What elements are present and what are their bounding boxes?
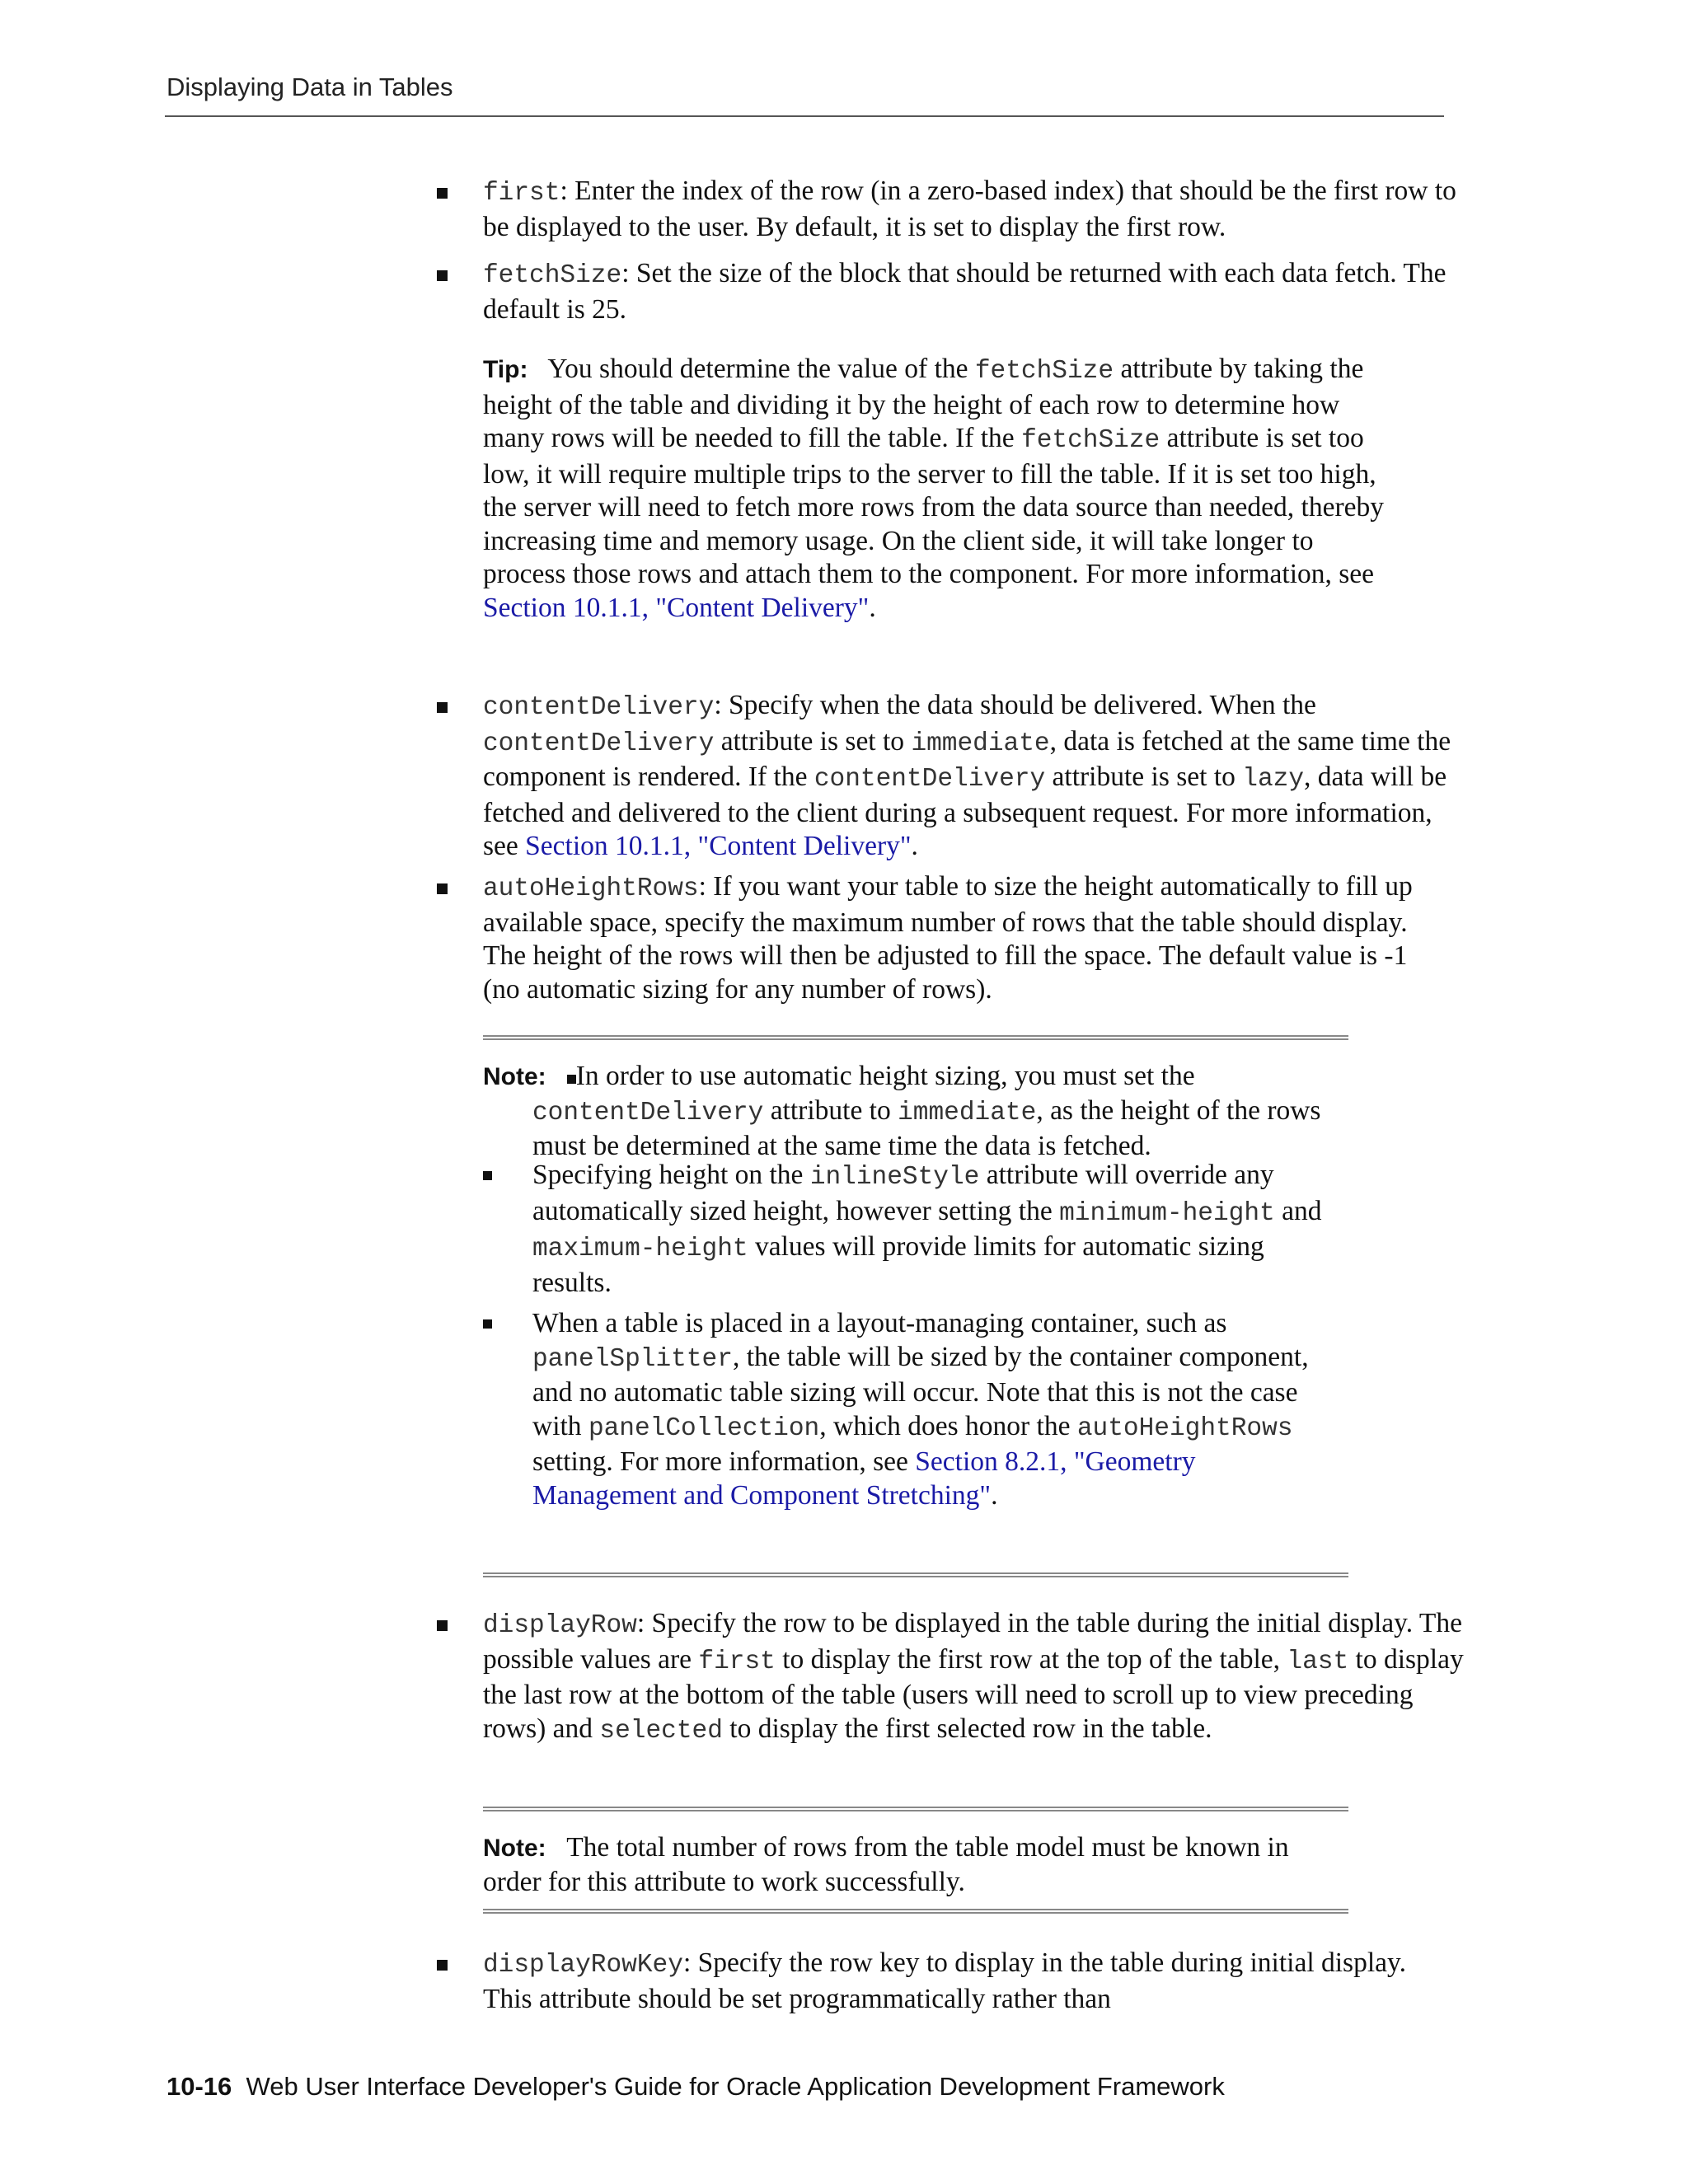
displayrow-code-4: selected [599, 1716, 723, 1746]
bullet-marker [437, 702, 448, 713]
bullet-first-text: : Enter the index of the row (in a zero-based index) that should be the first row to be displayed to the user. By default, it is set to display the first row. [483, 176, 1456, 242]
note1-item2-text-3: and [1274, 1195, 1322, 1226]
tip-code-2: fetchSize [1021, 426, 1160, 455]
displayrow-text-4: to display the first selected row in the table. [722, 1713, 1212, 1744]
note-label: Note: [483, 1063, 546, 1090]
note1-item3-code-3: autoHeightRows [1076, 1413, 1293, 1443]
contentdelivery-text-1: : Specify when the data should be delivered. When the [714, 690, 1316, 720]
note1-item3-text-4: setting. For more information, see [532, 1446, 916, 1477]
tip-code-1: fetchSize [974, 357, 1114, 386]
note1-item3-code-2: panelCollection [588, 1413, 820, 1443]
contentdelivery-link[interactable]: Section 10.1.1, "Content Delivery" [525, 831, 912, 861]
page-number: 10-16 [166, 2072, 232, 2101]
bullet-marker [437, 1620, 448, 1631]
displayrow-text-3: to display the last row at the bottom of the table (users will need to scroll up to view preceding rows) and [483, 1643, 1464, 1744]
bullet-contentdelivery [437, 689, 1472, 864]
contentdelivery-text-6: . [911, 831, 918, 861]
note-rule-bottom [483, 1909, 1348, 1914]
code-fetchsize: fetchSize [483, 261, 622, 290]
note-rule-bottom [483, 1572, 1348, 1577]
tip-label: Tip: [483, 356, 528, 383]
note-box-autoheight [483, 1035, 1348, 1579]
page-footer [166, 2072, 1225, 2102]
note-bullet-marker [567, 1075, 576, 1084]
tip-text-2: attribute by taking the height of the table and dividing it by the height of each row to determine how many rows will be needed to fill the table. If the [483, 354, 1364, 453]
tip-text-1: You should determine the value of the [547, 354, 975, 384]
bullet-fetchsize [437, 257, 1447, 326]
bullet-autoheightrows-text: : If you want your table to size the height automatically to fill up available space, specify the maximum number of rows that the table should display. The height of the rows will then be adjusted to fill the space. The default value is -1 (no automatic sizing for any number of rows). [483, 871, 1413, 1005]
displayrow-text-2: to display the first row at the top of the table, [775, 1643, 1287, 1675]
contentdelivery-text-3: , data is fetched at the same time the component is rendered. If the [483, 725, 1451, 792]
note1-item1-text-3: , as the height of the rows must be determined at the same time the data is fetched. [532, 1094, 1321, 1161]
bullet-marker [437, 883, 448, 894]
note-bullet-marker [483, 1171, 492, 1180]
note1-item1-code-1: contentDelivery [532, 1098, 764, 1127]
note1-item2-code-2: minimum-height [1059, 1198, 1275, 1228]
note2-text: The total number of rows from the table model must be known in order for this attribute to work successfully. [483, 1832, 1289, 1897]
header-rule [165, 115, 1444, 117]
bullet-marker [437, 188, 448, 199]
contentdelivery-text-4: attribute is set to [1045, 762, 1243, 792]
note-item-2 [483, 1159, 1348, 1300]
bullet-displayrowkey-text: : Specify the row key to display in the table during initial display. This attribute should be set programmatically rather than [483, 1947, 1406, 2014]
contentdelivery-code-3: immediate [911, 729, 1050, 758]
note1-item1-code-2: immediate [898, 1098, 1037, 1127]
note-bullet-marker [483, 1319, 492, 1329]
tip-text-4: . [869, 592, 876, 623]
contentdelivery-code-2: contentDelivery [483, 729, 715, 758]
code-contentdelivery: contentDelivery [483, 693, 715, 722]
contentdelivery-code-5: lazy [1242, 765, 1305, 794]
displayrow-code-3: last [1287, 1647, 1349, 1676]
tip-link-content-delivery[interactable]: Section 10.1.1, "Content Delivery" [483, 592, 870, 623]
note1-item3-text-1: When a table is placed in a layout-managing container, such as [532, 1308, 1227, 1338]
running-header: Displaying Data in Tables [166, 73, 453, 101]
code-displayrowkey: displayRowKey [483, 1951, 683, 1980]
note1-item2-text-1: Specifying height on the [532, 1160, 810, 1190]
code-autoheightrows: autoHeightRows [483, 874, 699, 903]
note-rule-top [483, 1807, 1348, 1811]
code-first: first [483, 179, 560, 208]
note1-item3-text-3: , which does honor the [819, 1410, 1077, 1441]
note1-link-geometry[interactable]: Section 8.2.1, "Geometry Management and Component Stretching" [532, 1446, 1196, 1511]
contentdelivery-text-2: attribute is set to [714, 725, 912, 757]
note-box-displayrow [483, 1807, 1348, 1914]
bullet-displayrow [437, 1607, 1472, 1748]
note2-body [483, 1831, 1348, 1899]
bullet-displayrowkey [437, 1947, 1439, 2016]
bullet-fetchsize-text: : Set the size of the block that should be returned with each data fetch. The default is 25. [483, 258, 1447, 325]
note1-item2-text-4: values will provide limits for automatic sizing results. [532, 1231, 1264, 1298]
note1-item3-text-5: . [991, 1479, 998, 1511]
displayrow-text-1: : Specify the row to be displayed in the table during the initial display. The possible values are [483, 1608, 1462, 1675]
note-item-1 [483, 1060, 1348, 1164]
note1-item2-code-3: maximum-height [532, 1235, 748, 1263]
note1-item3-code-1: panelSplitter [532, 1344, 733, 1374]
contentdelivery-code-4: contentDelivery [814, 765, 1046, 794]
note1-item2-text-2: attribute will override any automatically sized height, however setting the [532, 1160, 1274, 1226]
contentdelivery-text-5: , data will be fetched and delivered to the client during a subsequent request. For more information, see [483, 762, 1447, 861]
bullet-marker [437, 1960, 448, 1971]
code-displayrow: displayRow [483, 1611, 637, 1640]
note1-item1-text-1: In order to use automatic height sizing, you must set the [575, 1061, 1195, 1091]
tip-text-3: attribute is set too low, it will require multiple trips to the server to fill the table. If it is set too high, the server will need to fetch more rows from the data source than needed, thereby increasing time and memory usage. On the client side, it will take longer to process those rows and attach them to the component. For more information, see [483, 423, 1384, 589]
note-rule-top [483, 1035, 1348, 1040]
book-title: Web User Interface Developer's Guide for Oracle Application Development Framework [246, 2072, 1225, 2101]
note-item-3 [483, 1307, 1348, 1512]
note1-item3-text-2: , the table will be sized by the container component, and no automatic table sizing will occur. Note that this is not the case with [532, 1341, 1309, 1441]
note1-item2-code-1: inlineStyle [809, 1163, 980, 1192]
bullet-first [437, 175, 1480, 244]
note2-label: Note: [483, 1835, 546, 1862]
note1-item1-text-2: attribute to [763, 1094, 898, 1126]
displayrow-code-2: first [698, 1647, 776, 1676]
bullet-marker [437, 270, 448, 281]
tip-box [483, 353, 1390, 625]
bullet-autoheightrows [437, 870, 1439, 1006]
